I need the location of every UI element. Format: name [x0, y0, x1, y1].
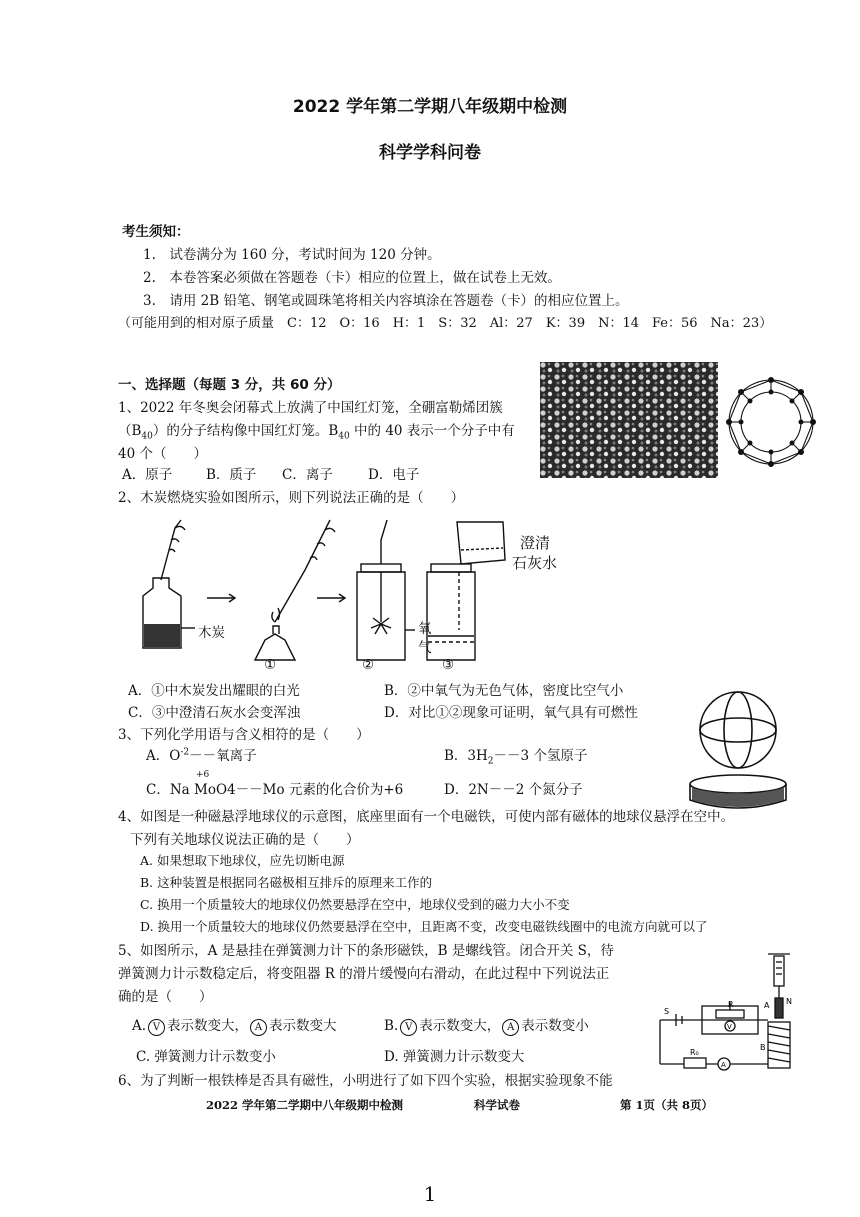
q5-line2: 弹簧测力计示数稳定后，将变阻器 R 的滑片缓慢向右滑动，在此过程中下列说法正	[118, 966, 610, 982]
voltmeter-icon: V	[400, 1019, 417, 1036]
page-subtitle: 科学学科问卷	[379, 143, 481, 163]
q1-option-b: B．质子	[206, 467, 257, 483]
q1-option-d: D．电子	[368, 467, 420, 483]
label-limewater-1: 澄清	[520, 534, 551, 552]
q3-option-b: B．$3H_2--3$ 个氢原子	[444, 748, 588, 767]
circuit-label-r: R	[728, 1000, 734, 1009]
circuit-label-r0: R₀	[690, 1048, 699, 1057]
q2-option-d: D．对比①②现象可证明，氧气具有可燃性	[384, 705, 638, 721]
q4-option-d: D. 换用一个质量较大的地球仪仍然要悬浮在空中，且距离不变，改变电磁铁线圈中的电流方向就可以了	[140, 919, 708, 934]
circuit-label-b: B	[760, 1043, 766, 1052]
q5-line3: 确的是（ ）	[118, 989, 213, 1005]
page-title: 2022 学年第二学期八年级期中检测	[292, 97, 568, 117]
q1-line3: 40 个（ ）	[118, 446, 207, 462]
q3-option-a: A．$O^{-2}--$氧离子	[146, 747, 257, 764]
q4-stem-1: 4、如图是一种磁悬浮地球仪的示意图，底座里面有一个电磁铁，可使内部有磁体的地球仪悬浮在空中。	[118, 809, 735, 825]
q4-option-b: B. 这种装置是根据同名磁极相互排斥的原理来工作的	[140, 875, 433, 890]
ammeter-icon: A	[250, 1019, 267, 1036]
lantern-photo	[540, 362, 718, 478]
q1-option-a: A．原子	[122, 467, 173, 483]
q3-option-c: C．Na +6 MoO4－－Mo 元素的化合价为+6	[146, 770, 404, 798]
label-limewater-2: 石灰水	[512, 554, 558, 572]
label-step-2: ②	[362, 657, 375, 673]
label-step-3: ③	[442, 657, 455, 673]
label-oxygen-1: 氧	[418, 621, 432, 637]
q1-option-c: C．离子	[282, 467, 333, 483]
circuit-label-s: S	[664, 1007, 670, 1016]
circuit-label-a: A	[764, 1001, 770, 1010]
q1-line2: $(B_{40})$的分子结构像中国红灯笼。$B_{40}$ 中的 40 表示一个分子中有	[118, 423, 515, 442]
q4-option-c: C. 换用一个质量较大的地球仪仍然要悬浮在空中，地球仪受到的磁力大小不变	[140, 897, 570, 912]
notice-item-2: 2. 本卷答案必须做在答题卷（卡）相应的位置上，做在试卷上无效。	[143, 270, 561, 286]
notice-item-1: 1. 试卷满分为 160 分，考试时间为 120 分钟。	[143, 247, 441, 263]
notice-heading: 考生须知：	[122, 224, 190, 240]
q1-line1: 1、2022 年冬奥会闭幕式上放满了中国红灯笼，全硼富勒烯团簇	[118, 400, 503, 416]
atomic-masses: （可能用到的相对原子质量 C：12 O：16 H：1 S：32 Al：27 K：39 N：14 Fe：56 Na：23）	[118, 316, 773, 331]
solenoid-circuit-diagram	[650, 952, 800, 1074]
footer-right: 第 1页（共 8页）	[620, 1098, 714, 1112]
q4-option-a: A. 如果想取下地球仪，应先切断电源	[140, 853, 345, 868]
q2-option-a: A．①中木炭发出耀眼的白光	[128, 683, 300, 699]
charcoal-experiment-diagram	[135, 510, 535, 675]
notice-item-3: 3. 请用 2B 铅笔、钢笔或圆珠笔将相关内容填涂在答题卷（卡）的相应位置上。	[143, 293, 629, 309]
circuit-ammeter: A	[721, 1061, 726, 1069]
page-number: 1	[423, 1182, 437, 1206]
ammeter-icon: A	[502, 1019, 519, 1036]
b40-molecule-diagram	[722, 368, 820, 476]
voltmeter-icon: V	[148, 1019, 165, 1036]
q2-option-c: C．③中澄清石灰水会变浑浊	[128, 705, 301, 721]
q5-option-b: B. V 表示数变大， A 表示数变小	[384, 1018, 589, 1034]
label-step-1: ①	[264, 657, 277, 673]
q3-stem: 3、下列化学用语与含义相符的是（ ）	[118, 727, 370, 743]
section-heading: 一、选择题（每题 3 分，共 60 分）	[118, 377, 341, 393]
q6-line1: 6、为了判断一根铁棒是否具有磁性，小明进行了如下四个实验，根据实验现象不能	[118, 1073, 613, 1089]
circuit-voltmeter: V	[727, 1023, 732, 1031]
q2-stem: 2、木炭燃烧实验如图所示，则下列说法正确的是（ ）	[118, 490, 465, 506]
q2-option-b: B．②中氧气为无色气体，密度比空气小	[384, 683, 624, 699]
q5-option-d: D. 弹簧测力计示数变大	[384, 1049, 525, 1065]
footer-mid: 科学试卷	[474, 1098, 520, 1112]
circuit-label-n: N	[786, 997, 792, 1006]
q3-option-d: D．2N－－2 个氮分子	[444, 782, 583, 798]
footer-left: 2022 学年第二学期中八年级期中检测	[206, 1098, 404, 1112]
q5-line1: 5、如图所示，A 是悬挂在弹簧测力计下的条形磁铁，B 是螺线管。闭合开关 S，待	[118, 943, 614, 959]
label-charcoal: 木炭	[198, 625, 225, 641]
label-oxygen-2: 气	[418, 640, 432, 656]
q5-option-c: C. 弹簧测力计示数变小	[136, 1049, 276, 1065]
maglev-globe-diagram	[686, 688, 796, 818]
q4-stem-2: 下列有关地球仪说法正确的是（ ）	[130, 832, 360, 848]
q5-option-a: A. V 表示数变大， A 表示数变大	[132, 1018, 337, 1034]
